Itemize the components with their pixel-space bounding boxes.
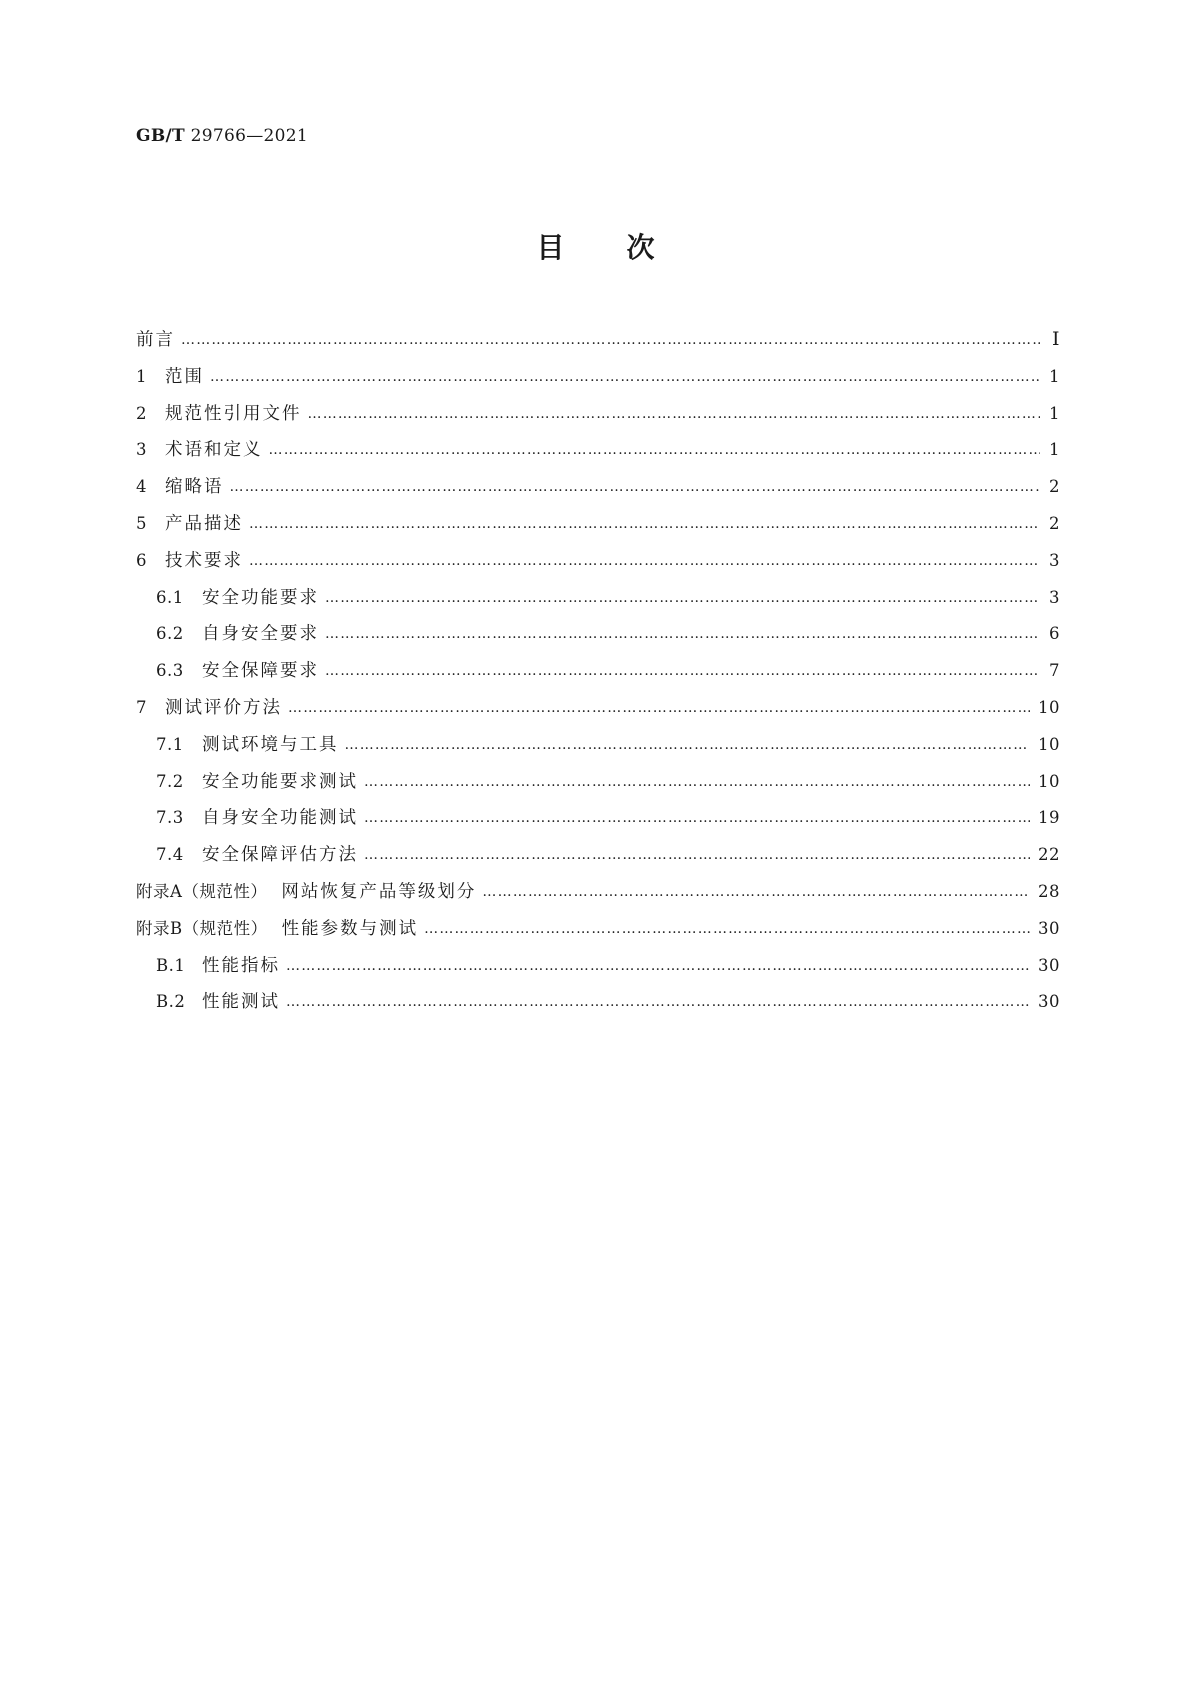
toc-leader-dots xyxy=(230,479,1041,495)
toc-entry-number: B.2 xyxy=(156,992,186,1012)
toc-entry-label: 缩略语 xyxy=(165,477,224,498)
toc-leader-dots xyxy=(345,737,1031,753)
toc-entry-label: 性能测试 xyxy=(202,992,280,1013)
toc-entry-page: 2 xyxy=(1049,477,1060,497)
toc-entry-annex-b[interactable] xyxy=(136,915,1060,952)
toc-entry-2[interactable] xyxy=(136,400,1060,437)
toc-entry-number: 6.2 xyxy=(156,624,184,644)
toc-leader-dots xyxy=(288,700,1030,716)
toc-entry-label: 技术要求 xyxy=(165,550,243,571)
toc-entry-page: 30 xyxy=(1038,992,1060,1012)
toc-entry-number: 2 xyxy=(136,403,147,423)
toc-entry-4[interactable] xyxy=(136,473,1060,510)
toc-entry-label: 测试环境与工具 xyxy=(202,734,339,755)
toc-entry-7-1[interactable] xyxy=(136,731,1060,768)
toc-entry-page: 6 xyxy=(1049,624,1060,644)
toc-entry-label: 产品描述 xyxy=(165,513,243,534)
toc-entry-number: 7.2 xyxy=(156,771,184,791)
toc-entry-page: 22 xyxy=(1038,845,1060,865)
toc-entry-number: 1 xyxy=(136,366,147,386)
toc-leader-dots xyxy=(325,590,1040,606)
toc-entry-label: 安全保障要求 xyxy=(202,661,319,682)
toc-entry-number: 7 xyxy=(136,697,147,717)
toc-entry-number: 7.4 xyxy=(156,845,184,865)
toc-entry-number: 7.3 xyxy=(156,808,184,828)
toc-leader-dots xyxy=(424,921,1030,937)
toc-entry-7-2[interactable] xyxy=(136,768,1060,805)
toc-entry-6-2[interactable] xyxy=(136,620,1060,657)
toc-entry-label: 自身安全要求 xyxy=(202,624,319,645)
toc-entry-page: 1 xyxy=(1049,403,1060,423)
toc-leader-dots xyxy=(249,516,1040,532)
toc-leader-dots xyxy=(325,626,1040,642)
toc-entry-1[interactable] xyxy=(136,363,1060,400)
toc-leader-dots xyxy=(364,810,1030,826)
toc-entry-6-3[interactable] xyxy=(136,657,1060,694)
toc-entry-page: 3 xyxy=(1049,587,1060,607)
toc-entry-page: 7 xyxy=(1049,661,1060,681)
toc-entry-page: 2 xyxy=(1049,513,1060,533)
toc-entry-6-1[interactable] xyxy=(136,584,1060,621)
toc-leader-dots xyxy=(210,369,1040,385)
toc-entry-label: 性能指标 xyxy=(202,955,280,976)
toc-entry-number: 5 xyxy=(136,513,147,533)
toc-entry-label: 规范性引用文件 xyxy=(165,403,302,424)
toc-leader-dots xyxy=(308,406,1041,422)
toc-entry-number: 3 xyxy=(136,440,147,460)
toc-entry-page: 10 xyxy=(1038,697,1060,717)
toc-leader-dots xyxy=(181,332,1040,348)
toc-entry-page: 30 xyxy=(1038,955,1060,975)
toc-leader-dots xyxy=(286,958,1030,974)
toc-entry-label: 范围 xyxy=(165,366,204,387)
toc-leader-dots xyxy=(286,994,1030,1010)
toc-entry-annex-a[interactable] xyxy=(136,878,1060,915)
toc-entry-number: 附录B（规范性） xyxy=(136,918,268,938)
toc-entry-number: 6 xyxy=(136,550,147,570)
toc-leader-dots xyxy=(325,663,1040,679)
toc-entry-label: 性能参数与测试 xyxy=(281,918,419,939)
standard-code xyxy=(136,126,308,146)
toc-entry-page: 30 xyxy=(1038,918,1060,938)
toc-entry-label: 测试评价方法 xyxy=(165,697,282,718)
toc-entry-page: 10 xyxy=(1038,771,1060,791)
toc-entry-page: 1 xyxy=(1049,440,1060,460)
toc-entry-label: 安全功能要求 xyxy=(202,587,319,608)
standard-prefix: GB/T xyxy=(136,126,185,146)
toc-leader-dots xyxy=(482,884,1030,900)
toc-entry-page: 19 xyxy=(1038,808,1060,828)
toc-entry-page: 1 xyxy=(1049,366,1060,386)
toc-leader-dots xyxy=(364,847,1030,863)
toc-entry-label: 安全保障评估方法 xyxy=(202,845,358,866)
toc-entry-label: 安全功能要求测试 xyxy=(202,771,358,792)
toc-entry-page: 28 xyxy=(1038,881,1060,901)
toc-entry-3[interactable] xyxy=(136,436,1060,473)
standard-number: 29766—2021 xyxy=(190,126,309,146)
toc-entry-number: 6.3 xyxy=(156,661,184,681)
toc-entry-number: 4 xyxy=(136,477,147,497)
toc-entry-label: 自身安全功能测试 xyxy=(202,808,358,829)
toc-entry-b-1[interactable] xyxy=(136,952,1060,989)
toc-entry-7[interactable] xyxy=(136,694,1060,731)
toc-leader-dots xyxy=(269,442,1041,458)
toc-entry-label: 网站恢复产品等级划分 xyxy=(281,881,477,902)
toc-entry-6[interactable] xyxy=(136,547,1060,584)
toc-entry-7-3[interactable] xyxy=(136,804,1060,841)
toc-entry-number: 6.1 xyxy=(156,587,184,607)
toc-entry-page: 10 xyxy=(1038,734,1060,754)
toc-title: 目次 xyxy=(536,231,717,264)
toc-entry-foreword[interactable] xyxy=(136,326,1060,363)
toc-entry-5[interactable] xyxy=(136,510,1060,547)
toc-entry-label: 术语和定义 xyxy=(165,440,263,461)
toc-entry-page: Ⅰ xyxy=(1051,328,1060,350)
toc-leader-dots xyxy=(364,774,1030,790)
table-of-contents xyxy=(136,326,1060,1025)
toc-entry-number: B.1 xyxy=(156,955,186,975)
toc-entry-7-4[interactable] xyxy=(136,841,1060,878)
toc-entry-label: 前言 xyxy=(136,330,175,350)
toc-leader-dots xyxy=(249,553,1040,569)
toc-entry-page: 3 xyxy=(1049,550,1060,570)
toc-entry-b-2[interactable] xyxy=(136,988,1060,1025)
toc-entry-number: 7.1 xyxy=(156,734,184,754)
toc-entry-number: 附录A（规范性） xyxy=(136,881,268,901)
